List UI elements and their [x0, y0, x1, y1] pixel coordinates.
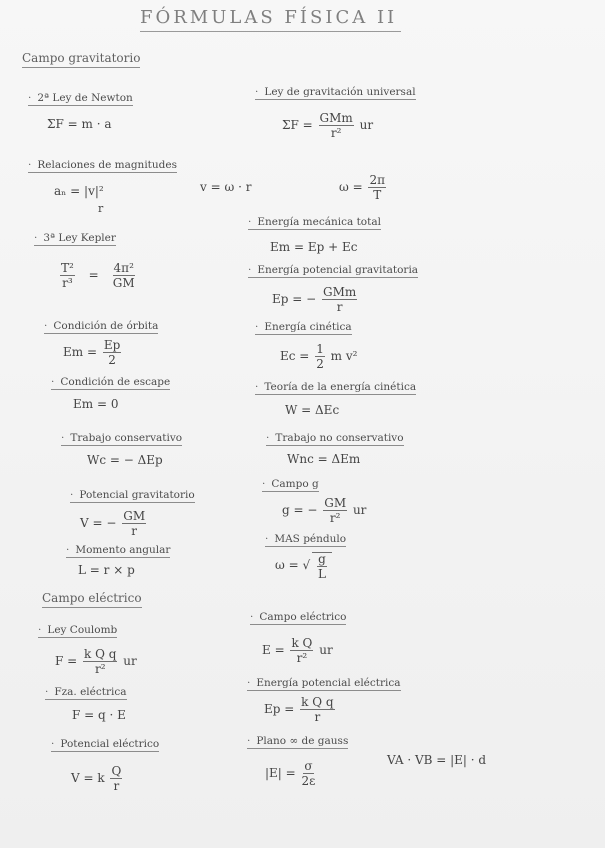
- field-g-den: r²: [329, 510, 341, 525]
- gravitational-potential-energy-den: r: [336, 299, 343, 314]
- angular-momentum-formula: L = r × p: [78, 563, 135, 577]
- electric-potential-left: V = k: [71, 771, 105, 786]
- pendulum-den: L: [318, 566, 326, 581]
- electric-field-left: E =: [262, 643, 285, 658]
- kinetic-energy-theorem-title: · Teoría de la energía cinética: [255, 381, 416, 395]
- coulomb-law-formula: [55, 648, 137, 675]
- escape-condition-formula: Em = 0: [73, 397, 119, 411]
- electric-potential-title: · Potencial eléctrico: [51, 738, 159, 752]
- field-g-formula: [282, 497, 366, 524]
- kinetic-energy-right: m v²: [330, 349, 358, 364]
- angular-frequency-fraction: [368, 174, 386, 201]
- electric-force-title: · Fza. eléctrica: [45, 686, 127, 700]
- centripetal-num: aₙ = |v|²: [54, 184, 104, 198]
- pendulum-num: g: [318, 552, 326, 566]
- gravitational-potential-den: r: [131, 523, 138, 538]
- gauss-plane-fraction: [302, 760, 316, 787]
- field-g-title: · Campo g: [262, 478, 319, 492]
- angular-frequency-left: ω =: [339, 180, 363, 195]
- coulomb-law-den: r²: [94, 661, 106, 676]
- gravitational-potential-left: V = −: [80, 516, 117, 531]
- gravitational-potential-formula: [80, 510, 148, 537]
- orbit-condition-den: 2: [108, 352, 116, 367]
- electric-potential-den: r: [113, 778, 120, 793]
- orbit-condition-title: · Condición de órbita: [44, 320, 158, 334]
- centripetal-formula: [54, 184, 104, 215]
- kepler-right-num: 4π²: [113, 261, 134, 275]
- electric-potential-energy-left: Ep =: [264, 702, 295, 717]
- gravitational-potential-energy-title: · Energía potencial gravitatoria: [248, 264, 418, 278]
- gravitational-potential-energy-formula: [272, 286, 359, 313]
- newton-second-law-formula: ΣF = m · a: [47, 117, 112, 131]
- kepler-right-den: GM: [112, 275, 135, 290]
- gauss-plane-formula: [265, 760, 317, 787]
- electric-potential-energy-title: · Energía potencial eléctrica: [247, 677, 401, 691]
- field-g-left: g = −: [282, 503, 318, 518]
- pendulum-fraction: [317, 553, 327, 580]
- pendulum-sqrt: √ $\frac{g}{L}$: [302, 552, 331, 580]
- electric-field-fraction: [290, 637, 313, 664]
- angular-frequency-den: T: [373, 187, 382, 202]
- pendulum-title: · MAS péndulo: [265, 533, 346, 547]
- magnitude-relations-title: · Relaciones de magnitudes: [28, 159, 177, 173]
- gravitational-potential-title: · Potencial gravitatorio: [70, 489, 195, 503]
- kinetic-energy-theorem-formula: W = ΔEc: [285, 403, 340, 417]
- coulomb-law-fraction: [83, 648, 117, 675]
- gauss-plane-num: σ: [304, 759, 313, 773]
- mechanical-energy-title: · Energía mecánica total: [248, 216, 381, 230]
- gauss-plane-left: |E| =: [265, 766, 296, 781]
- electric-potential-num: Q: [111, 764, 122, 778]
- kepler-third-law-title: · 3ª Ley Kepler: [34, 232, 116, 246]
- gauss-plane-potential-difference: VA · VB = |E| · d: [387, 753, 487, 767]
- orbit-condition-left: Em =: [63, 345, 98, 360]
- universal-gravitation-formula: [282, 112, 373, 139]
- section-electric-field: Campo eléctrico: [42, 592, 142, 608]
- electric-potential-energy-den: r: [314, 709, 321, 724]
- conservative-work-formula: Wc = − ΔEp: [87, 453, 163, 467]
- gravitational-potential-num: GM: [123, 509, 146, 523]
- coulomb-law-right: ur: [123, 654, 137, 669]
- centripetal-den: r: [98, 202, 104, 215]
- universal-gravitation-fraction: [319, 112, 354, 139]
- electric-field-right: ur: [319, 643, 333, 658]
- angular-momentum-title: · Momento angular: [66, 544, 170, 558]
- kinetic-energy-den: 2: [316, 356, 324, 371]
- kepler-third-law-formula: $\frac{\text{T²}}{\text{r³}}$ = $\frac{\text{4π²}}{GM}$: [61, 261, 135, 290]
- conservative-work-title: · Trabajo conservativo: [61, 432, 182, 446]
- gravitational-potential-energy-left: Ep = −: [272, 292, 317, 307]
- universal-gravitation-right: ur: [359, 118, 374, 133]
- angular-frequency-num: 2π: [369, 173, 386, 187]
- kinetic-energy-num: 1: [316, 342, 324, 356]
- electric-field-formula: [262, 637, 333, 664]
- page-title: FÓRMULAS FÍSICA II: [140, 8, 401, 32]
- escape-condition-title: · Condición de escape: [51, 376, 170, 390]
- orbit-condition-formula: [63, 339, 123, 366]
- electric-potential-energy-fraction: [300, 696, 334, 723]
- kinetic-energy-title: · Energía cinética: [255, 321, 352, 335]
- gravitational-potential-energy-num: GMm: [323, 285, 357, 299]
- gauss-plane-title: · Plano ∞ de gauss: [247, 735, 348, 749]
- field-g-num: GM: [324, 496, 347, 510]
- kinetic-energy-formula: [280, 343, 357, 370]
- gravitational-potential-energy-fraction: [322, 286, 357, 313]
- electric-potential-energy-num: k Q q: [301, 695, 334, 709]
- electric-potential-fraction: [110, 765, 122, 792]
- mechanical-energy-formula: Em = Ep + Ec: [270, 240, 358, 254]
- orbit-condition-num: Ep: [103, 338, 121, 352]
- electric-field-num: k Q: [291, 636, 313, 650]
- angular-frequency-formula: [339, 174, 388, 201]
- kinetic-energy-left: Ec =: [280, 349, 310, 364]
- nonconservative-work-title: · Trabajo no conservativo: [266, 432, 404, 446]
- nonconservative-work-formula: Wnc = ΔEm: [287, 452, 361, 466]
- kepler-right-fraction: [113, 262, 135, 289]
- universal-gravitation-den: r²: [330, 125, 342, 140]
- coulomb-law-num: k Q q: [84, 647, 117, 661]
- electric-potential-formula: [71, 765, 124, 792]
- universal-gravitation-num: GMm: [319, 111, 353, 125]
- electric-field-den: r²: [296, 650, 308, 665]
- kepler-left-fraction: [60, 262, 75, 289]
- kinetic-energy-fraction: [315, 343, 325, 370]
- field-g-fraction: [323, 497, 347, 524]
- section-gravitational-field: Campo gravitatorio: [22, 52, 140, 68]
- coulomb-law-title: · Ley Coulomb: [38, 624, 117, 638]
- pendulum-radicand: [312, 552, 332, 580]
- electric-potential-energy-formula: [264, 696, 337, 723]
- electric-field-title: · Campo eléctrico: [250, 611, 346, 625]
- newton-second-law-title: · 2ª Ley de Newton: [28, 92, 133, 106]
- pendulum-left: ω =: [275, 558, 299, 573]
- universal-gravitation-title: · Ley de gravitación universal: [255, 86, 416, 100]
- gravitational-potential-fraction: [122, 510, 146, 537]
- orbit-condition-fraction: [103, 339, 121, 366]
- electric-force-formula: F = q · E: [72, 708, 126, 722]
- linear-speed-formula: v = ω · r: [200, 180, 252, 194]
- gauss-plane-den: 2ε: [301, 773, 316, 788]
- kepler-left-den: r³: [62, 275, 73, 290]
- kepler-left-num: T²: [61, 261, 74, 275]
- universal-gravitation-left: ΣF =: [282, 118, 313, 133]
- pendulum-formula: [275, 552, 332, 580]
- coulomb-law-left: F =: [55, 654, 78, 669]
- field-g-right: ur: [352, 503, 367, 518]
